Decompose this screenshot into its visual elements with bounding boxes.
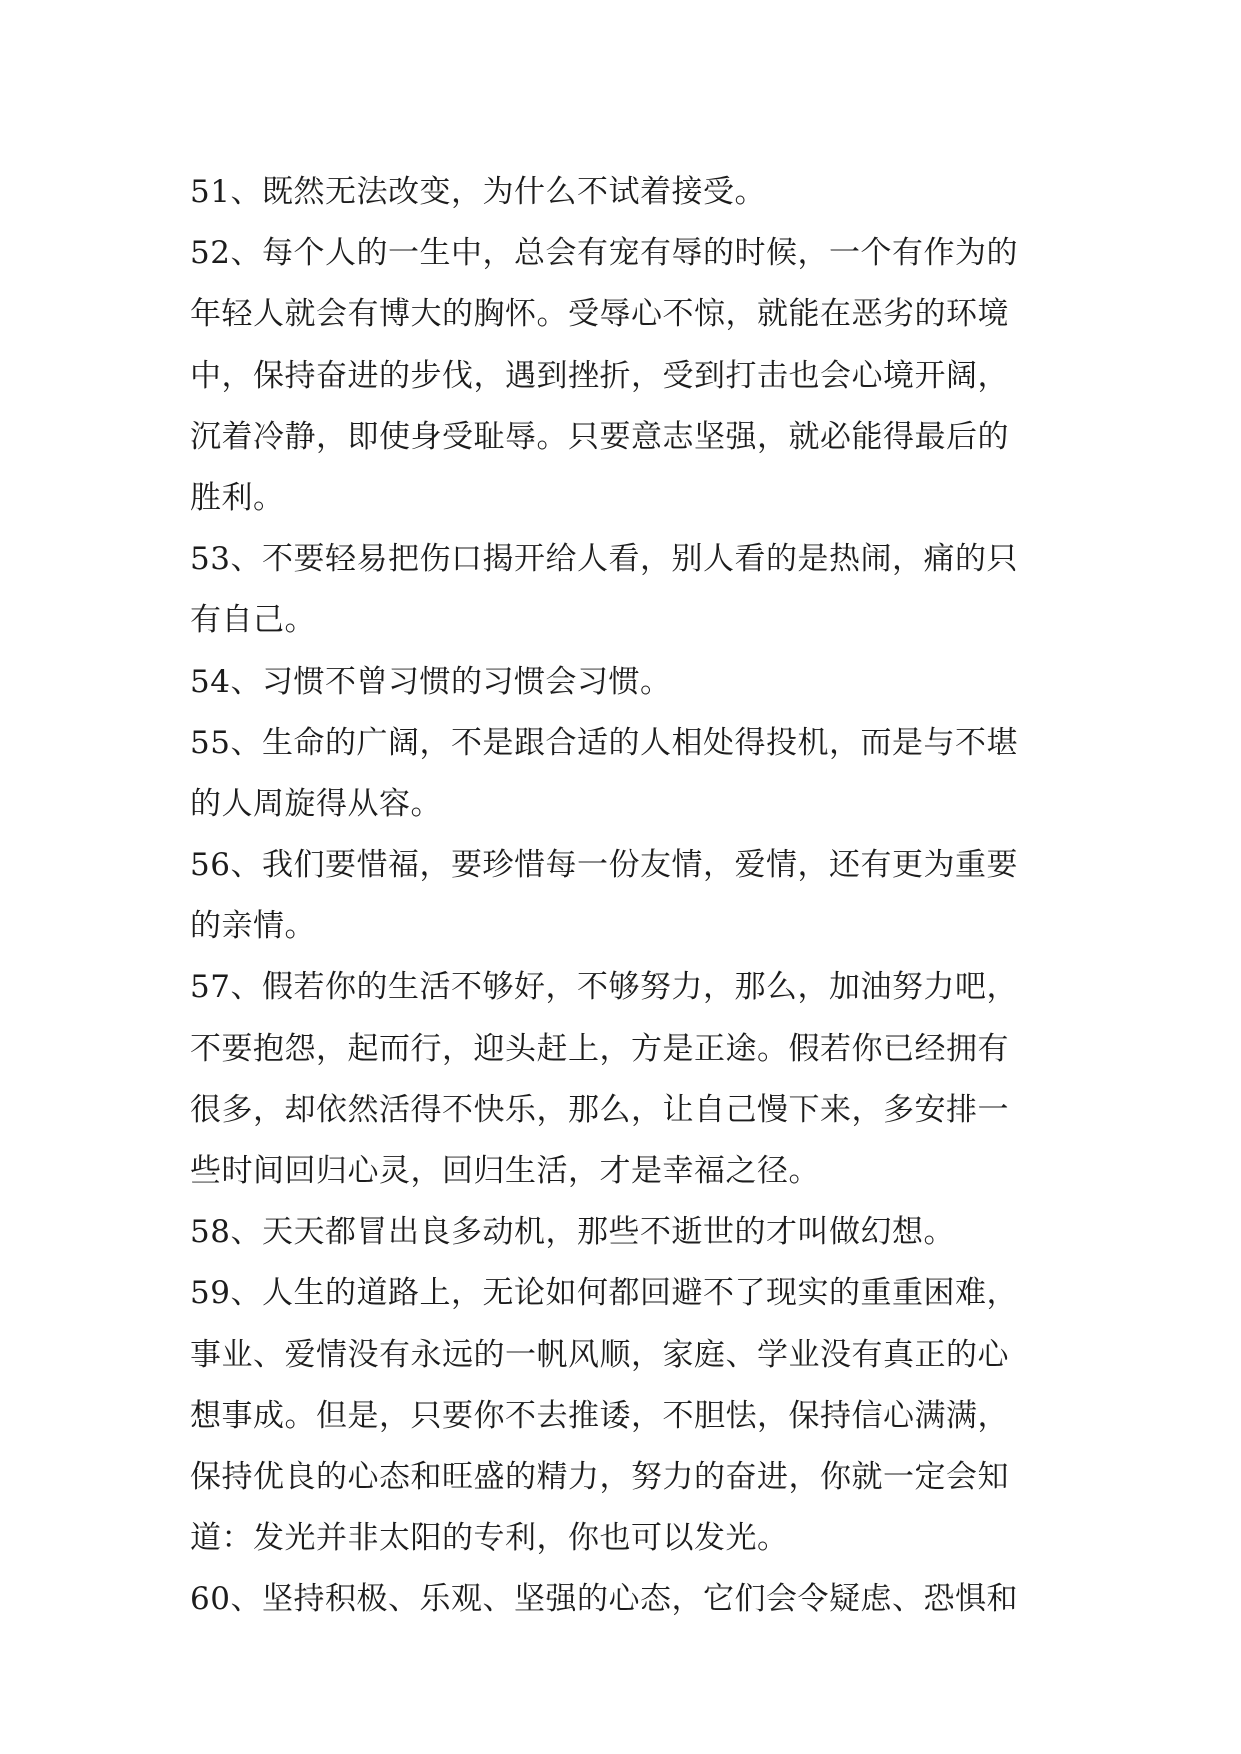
text-line: 沉着冷静，即使身受耻辱。只要意志坚强，就必能得最后的 (190, 418, 1009, 455)
text-line: 57、假若你的生活不够好，不够努力，那么，加油努力吧， (190, 969, 1018, 1006)
text-line: 有自己。 (190, 602, 316, 639)
text-line: 保持优良的心态和旺盛的精力，努力的奋进，你就一定会知 (190, 1458, 1009, 1495)
text-line: 很多，却依然活得不快乐，那么，让自己慢下来，多安排一 (190, 1091, 1009, 1128)
text-line: 道：发光并非太阳的专利，你也可以发光。 (190, 1520, 789, 1557)
text-line: 59、人生的道路上，无论如何都回避不了现实的重重困难， (190, 1275, 1018, 1312)
text-line: 的人周旋得从容。 (190, 785, 442, 822)
text-line: 58、天天都冒出良多动机，那些不逝世的才叫做幻想。 (190, 1214, 955, 1251)
text-line: 些时间回归心灵，回归生活，才是幸福之径。 (190, 1153, 820, 1189)
text-line: 事业、爱情没有永远的一帆风顺，家庭、学业没有真正的心 (190, 1336, 1009, 1373)
text-line: 60、坚持积极、乐观、坚强的心态，它们会令疑虑、恐惧和 (190, 1581, 1018, 1618)
text-line: 中，保持奋进的步伐，遇到挫折，受到打击也会心境开阔， (190, 357, 1009, 394)
text-line: 不要抱怨，起而行，迎头赶上，方是正途。假若你已经拥有 (190, 1030, 1009, 1067)
text-line: 55、生命的广阔，不是跟合适的人相处得投机，而是与不堪 (190, 724, 1018, 761)
text-line: 胜利。 (190, 479, 285, 516)
document-body (190, 162, 1070, 1631)
text-line: 想事成。但是，只要你不去推诿，不胆怯，保持信心满满， (190, 1397, 1009, 1434)
text-line: 的亲情。 (190, 908, 316, 945)
text-line: 53、不要轻易把伤口揭开给人看，别人看的是热闹，痛的只 (190, 541, 1018, 578)
text-line: 年轻人就会有博大的胸怀。受辱心不惊，就能在恶劣的环境 (190, 296, 1009, 333)
text-line: 52、每个人的一生中，总会有宠有辱的时候，一个有作为的 (190, 235, 1018, 272)
text-line: 51、既然无法改变，为什么不试着接受。 (190, 174, 766, 210)
text-line: 54、习惯不曾习惯的习惯会习惯。 (190, 663, 672, 700)
text-line: 56、我们要惜福，要珍惜每一份友情，爱情，还有更为重要 (190, 847, 1018, 884)
